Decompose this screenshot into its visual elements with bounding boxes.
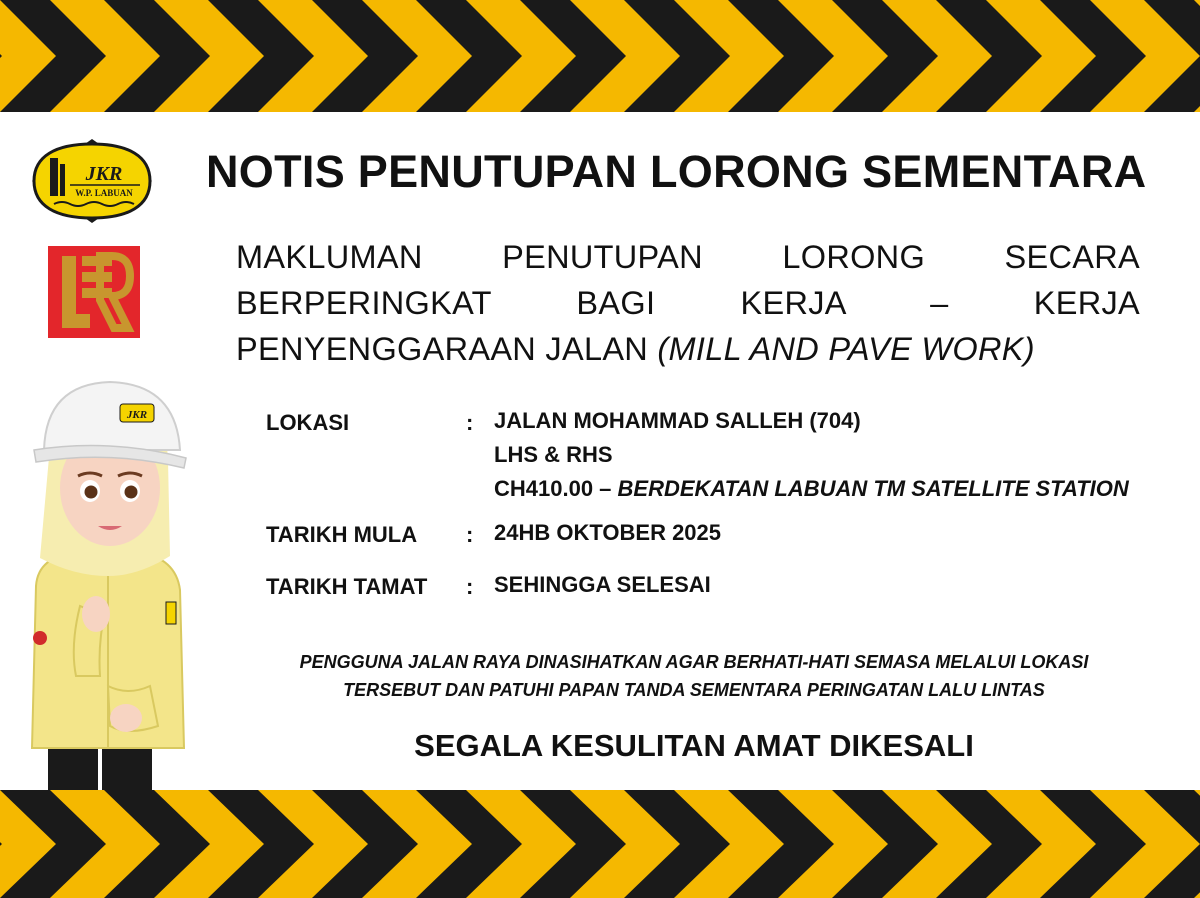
location-value	[494, 404, 1129, 506]
end-date-label: TARIKH TAMAT	[266, 574, 428, 599]
closing-apology: SEGALA KESULITAN AMAT DIKESALI	[414, 728, 974, 763]
intro-paragraph	[236, 234, 1140, 372]
intro-italic-text: (MILL AND PAVE WORK)	[657, 331, 1035, 367]
worker-mascot-illustration	[18, 376, 198, 797]
advice-line-2: TERSEBUT DAN PATUHI PAPAN TANDA SEMENTARA PERINGATAN LALU LINTAS	[343, 680, 1045, 700]
location-side: LHS & RHS	[494, 442, 613, 467]
jkr-logo	[28, 136, 156, 231]
start-date-label: TARIKH MULA	[266, 522, 418, 547]
location-colon: :	[466, 410, 474, 435]
start-date-colon: :	[466, 522, 474, 547]
chainage-text: CH410.00 –	[494, 476, 618, 501]
helmet-badge-text: JKR	[126, 409, 148, 421]
chevron-stripes-bottom	[0, 790, 1200, 898]
notice-title: NOTIS PENUTUPAN LORONG SEMENTARA	[206, 146, 1147, 197]
advice-line-1: PENGGUNA JALAN RAYA DINASIHATKAN AGAR BERHATI-HATI SEMASA MELALUI LOKASI	[299, 652, 1089, 672]
advice-text	[240, 648, 1148, 704]
jkr-logo-subtext: W.P. LABUAN	[75, 188, 133, 198]
end-date-value: SEHINGGA SELESAI	[494, 572, 711, 597]
chevron-stripes-top	[0, 0, 1200, 112]
start-date-value: 24HB OKTOBER 2025	[494, 520, 722, 545]
bottom-chevron-band	[0, 790, 1200, 898]
jkr-logo-text: JKR	[85, 163, 123, 185]
location-label: LOKASI	[266, 410, 350, 435]
lr-logo	[48, 246, 140, 343]
top-chevron-band	[0, 0, 1200, 112]
location-road: JALAN MOHAMMAD SALLEH (704)	[494, 408, 861, 433]
end-date-colon: :	[466, 574, 474, 599]
nearby-landmark: BERDEKATAN LABUAN TM SATELLITE STATION	[617, 476, 1129, 501]
location-chainage	[494, 472, 1129, 506]
intro-text: MAKLUMAN PENUTUPAN LORONG SECARA BERPERINGKAT BAGI KERJA – KERJA PENYENGGARAAN JALAN	[236, 239, 1140, 367]
